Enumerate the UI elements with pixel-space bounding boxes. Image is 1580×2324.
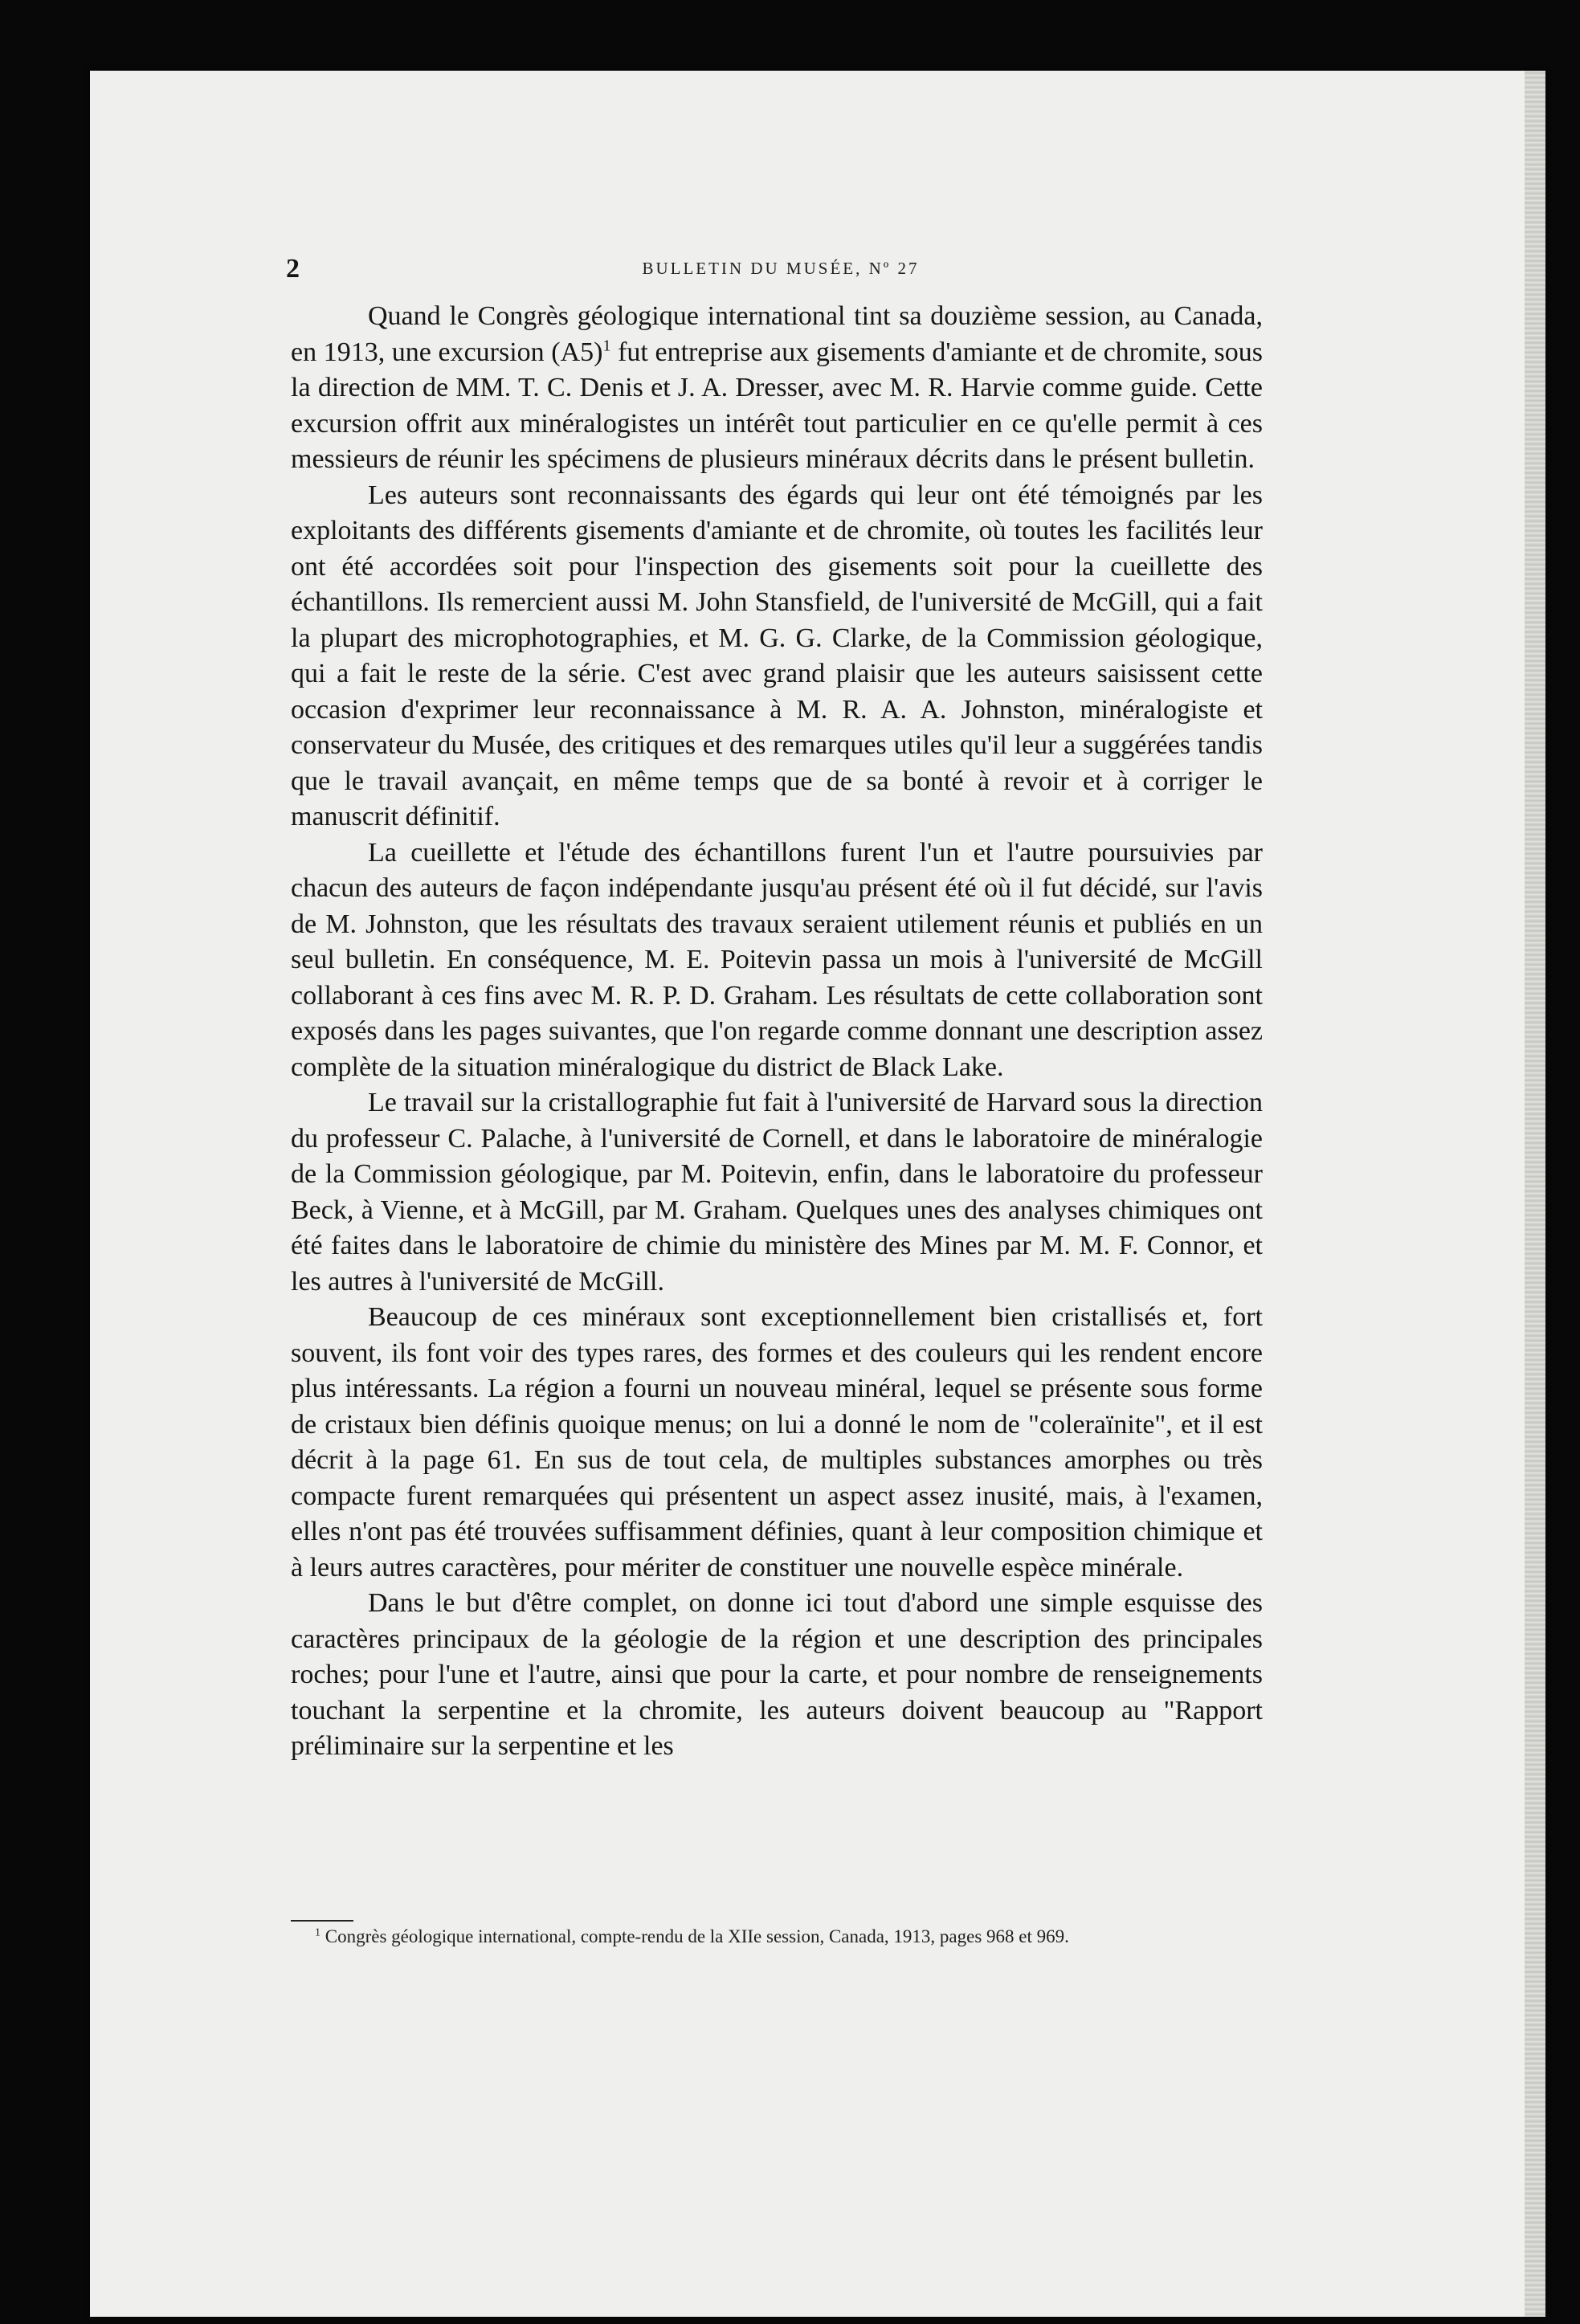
footnote [291,1925,1263,1949]
paragraph-3: La cueillette et l'étude des échantillons furent l'un et l'autre poursuivies par chacun des auteurs de façon indépendante jusqu'au présent été où il fut décidé, sur l'avis de M. Johnston, que les résultats des travaux seraient utilement réunis et publiés en un seul bulletin. En conséquence, M. E. Poitevin passa un mois à l'université de McGill collaborant à ces fins avec M. R. P. D. Graham. Les résultats de cette collaboration sont exposés dans les pages suivantes, que l'on regarde comme donnant une description assez complète de la situation minéralogique du district de Black Lake. [291,837,1263,1082]
paragraph-1-text-b: fut entreprise aux gisements d'amiante et de chromite, sous la direction de MM. T. C. Denis et J. A. Dresser, avec M. R. Harvie comme guide. Cette excursion offrit aux minéralogistes un intérêt tout particulier en ce qu'elle permit à ces messieurs de réunir les spécimens de plusieurs minéraux décrits dans le présent bulletin. [291,337,1264,474]
paragraph-6: Dans le but d'être complet, on donne ici tout d'abord une simple esquisse des caractères principaux de la géologie de la région et une description des principales roches; pour l'une et l'autre, ainsi que pour la carte, et pour nombre de renseignements touchant la serpentine et la chromite, les auteurs doivent beaucoup au "Rapport préliminaire sur la serpentine et les [291,1588,1263,1761]
paragraph-2: Les auteurs sont reconnaissants des égards qui leur ont été témoignés par les exploitants des différents gisements d'amiante et de chromite, où toutes les facilités leur ont été accordées soit pour l'inspection des gisements soit pour la cueillette des échantillons. Ils remercient aussi M. John Stansfield, de l'université de McGill, qui a fait la plupart des microphotographies, et M. G. G. Clarke, de la Commission géologique, qui a fait le reste de la série. C'est avec grand plaisir que les auteurs saisissent cette occasion d'exprimer leur reconnaissance à M. R. A. A. Johnston, minéralogiste et conservateur du Musée, des critiques et des remarques utiles qu'il leur a suggérées tandis que le travail avançait, en même temps que de sa bonté à revoir et à corriger le manuscrit définitif. [291,480,1263,831]
paragraph-1-text-a: Quand le Congrès géologique international tint sa douzième session, au Canada, en 1913, une excursion (A5) [291,301,1263,367]
page-header [286,254,1276,294]
footnote-reference: 1 [602,337,611,355]
paragraph-4: Le travail sur la cristallographie fut fait à l'université de Harvard sous la direction du professeur C. Palache, à l'université de Cornell, et dans le laboratoire de minéralogie de la Commission géologique, par M. Poitevin, enfin, dans le laboratoire du professeur Beck, à Vienne, et à McGill, par M. Graham. Quelques unes des analyses chimiques ont été faites dans le laboratoire de chimie du ministère des Mines par M. M. F. Connor, et les autres à l'université de McGill. [291,1088,1263,1297]
running-head: BULLETIN DU MUSÉE, Nº 27 [642,259,920,278]
footnote-mark: 1 [315,1926,320,1939]
paragraph-5: Beaucoup de ces minéraux sont exceptionnellement bien cristallisés et, fort souvent, ils font voir des types rares, des formes et des couleurs qui les rendent encore plus intéressants. La région a fourni un nouveau minéral, lequel se présente sous forme de cristaux bien définis quoique menus; on lui a donné le nom de "coleraïnite", et il est décrit à la page 61. En sus de tout cela, de multiples substances amorphes ou très compacte furent remarquées qui présentent un aspect assez inusité, mais, à l'examen, elles n'ont pas été trouvées suffisamment définies, quant à leur composition chimique et à leurs autres caractères, pour mériter de constituer une nouvelle espèce minérale. [291,1302,1263,1583]
page-edge-shadow [1525,71,1545,2317]
page-number: 2 [286,254,300,284]
footnote-divider [291,1920,353,1922]
footnote-text: Congrès géologique international, compte-rendu de la XIIe session, Canada, 1913, pages 968 et 969. [320,1926,1069,1946]
paragraph-1 [291,299,1263,478]
body-text [291,299,1263,1765]
